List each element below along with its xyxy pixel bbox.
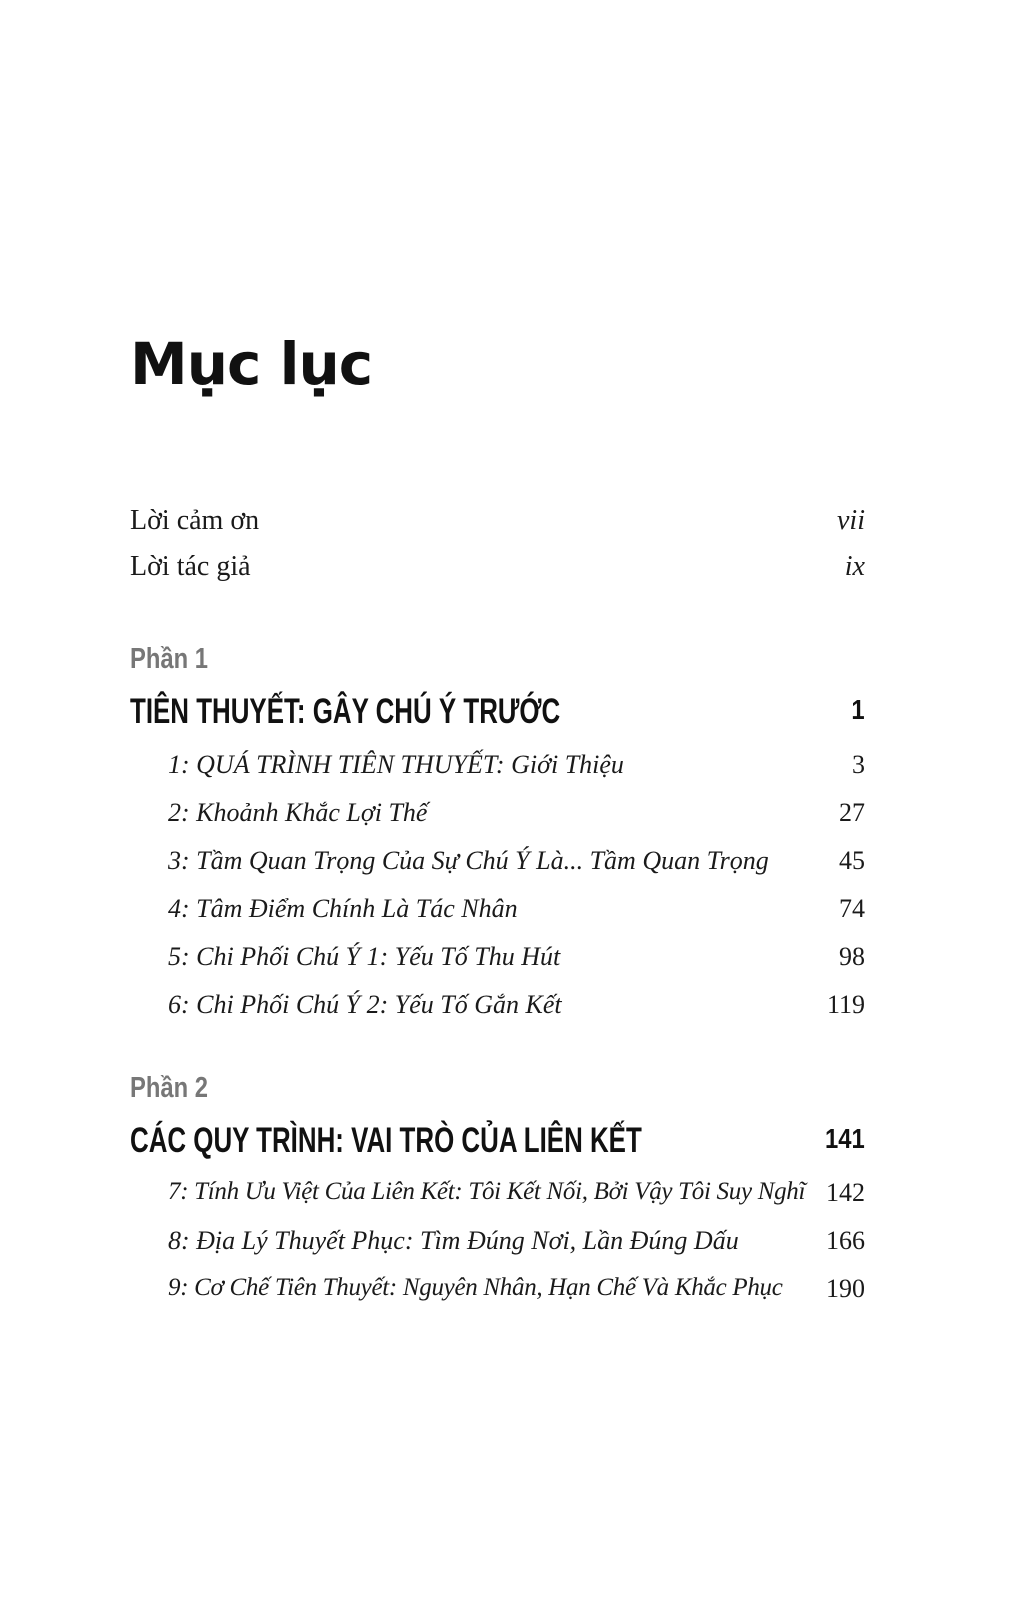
chapter-page: 27 <box>839 798 865 827</box>
chapter-page: 45 <box>839 846 865 875</box>
chapter-page: 3 <box>852 750 865 779</box>
chapter-list <box>168 1178 865 1322</box>
part-heading-page: 141 <box>825 1123 865 1154</box>
toc-entry[interactable] <box>130 505 865 551</box>
entry-page: vii <box>837 505 865 536</box>
chapter-title: 1: QUÁ TRÌNH TIÊN THUYẾT: Giới Thiệu <box>168 750 624 779</box>
front-matter-list <box>130 505 865 597</box>
part-heading-title: CÁC QUY TRÌNH: VAI TRÒ CỦA LIÊN KẾT <box>130 1121 642 1160</box>
chapter-entry[interactable] <box>168 846 865 894</box>
part-heading-title: TIÊN THUYẾT: GÂY CHÚ Ý TRƯỚC <box>130 692 561 731</box>
chapter-entry[interactable] <box>168 798 865 846</box>
chapter-title: 5: Chi Phối Chú Ý 1: Yếu Tố Thu Hút <box>168 942 561 971</box>
chapter-entry[interactable] <box>168 1226 865 1274</box>
chapter-entry[interactable] <box>168 990 865 1038</box>
page-title: Mục lục <box>130 330 373 398</box>
entry-page: ix <box>844 551 865 582</box>
chapter-list <box>168 750 865 1038</box>
chapter-title: 7: Tính Ưu Việt Của Liên Kết: Tôi Kết Nối, Bởi Vậy Tôi Suy Nghĩ <box>168 1178 806 1205</box>
chapter-entry[interactable] <box>168 1274 865 1322</box>
entry-title: Lời cảm ơn <box>130 505 260 536</box>
part-label: Phần 2 <box>130 1072 208 1104</box>
chapter-title: 8: Địa Lý Thuyết Phục: Tìm Đúng Nơi, Lần Đúng Dấu <box>168 1226 739 1255</box>
chapter-page: 166 <box>826 1226 865 1255</box>
entry-title: Lời tác giả <box>130 551 251 582</box>
chapter-entry[interactable] <box>168 1178 865 1226</box>
chapter-title: 9: Cơ Chế Tiên Thuyết: Nguyên Nhân, Hạn Chế Và Khắc Phục <box>168 1274 783 1301</box>
chapter-page: 98 <box>839 942 865 971</box>
part-heading-page: 1 <box>851 694 865 725</box>
chapter-entry[interactable] <box>168 942 865 990</box>
part-heading[interactable] <box>130 692 865 732</box>
part-label: Phần 1 <box>130 643 208 675</box>
part-heading[interactable] <box>130 1121 865 1161</box>
chapter-entry[interactable] <box>168 894 865 942</box>
chapter-title: 3: Tầm Quan Trọng Của Sự Chú Ý Là... Tầm Quan Trọng <box>168 846 769 875</box>
chapter-title: 2: Khoảnh Khắc Lợi Thế <box>168 798 428 827</box>
chapter-page: 74 <box>839 894 865 923</box>
toc-entry[interactable] <box>130 551 865 597</box>
chapter-page: 119 <box>826 990 865 1019</box>
chapter-entry[interactable] <box>168 750 865 798</box>
chapter-page: 142 <box>826 1178 865 1207</box>
chapter-title: 4: Tâm Điểm Chính Là Tác Nhân <box>168 894 518 923</box>
chapter-page: 190 <box>826 1274 865 1303</box>
chapter-title: 6: Chi Phối Chú Ý 2: Yếu Tố Gắn Kết <box>168 990 562 1019</box>
